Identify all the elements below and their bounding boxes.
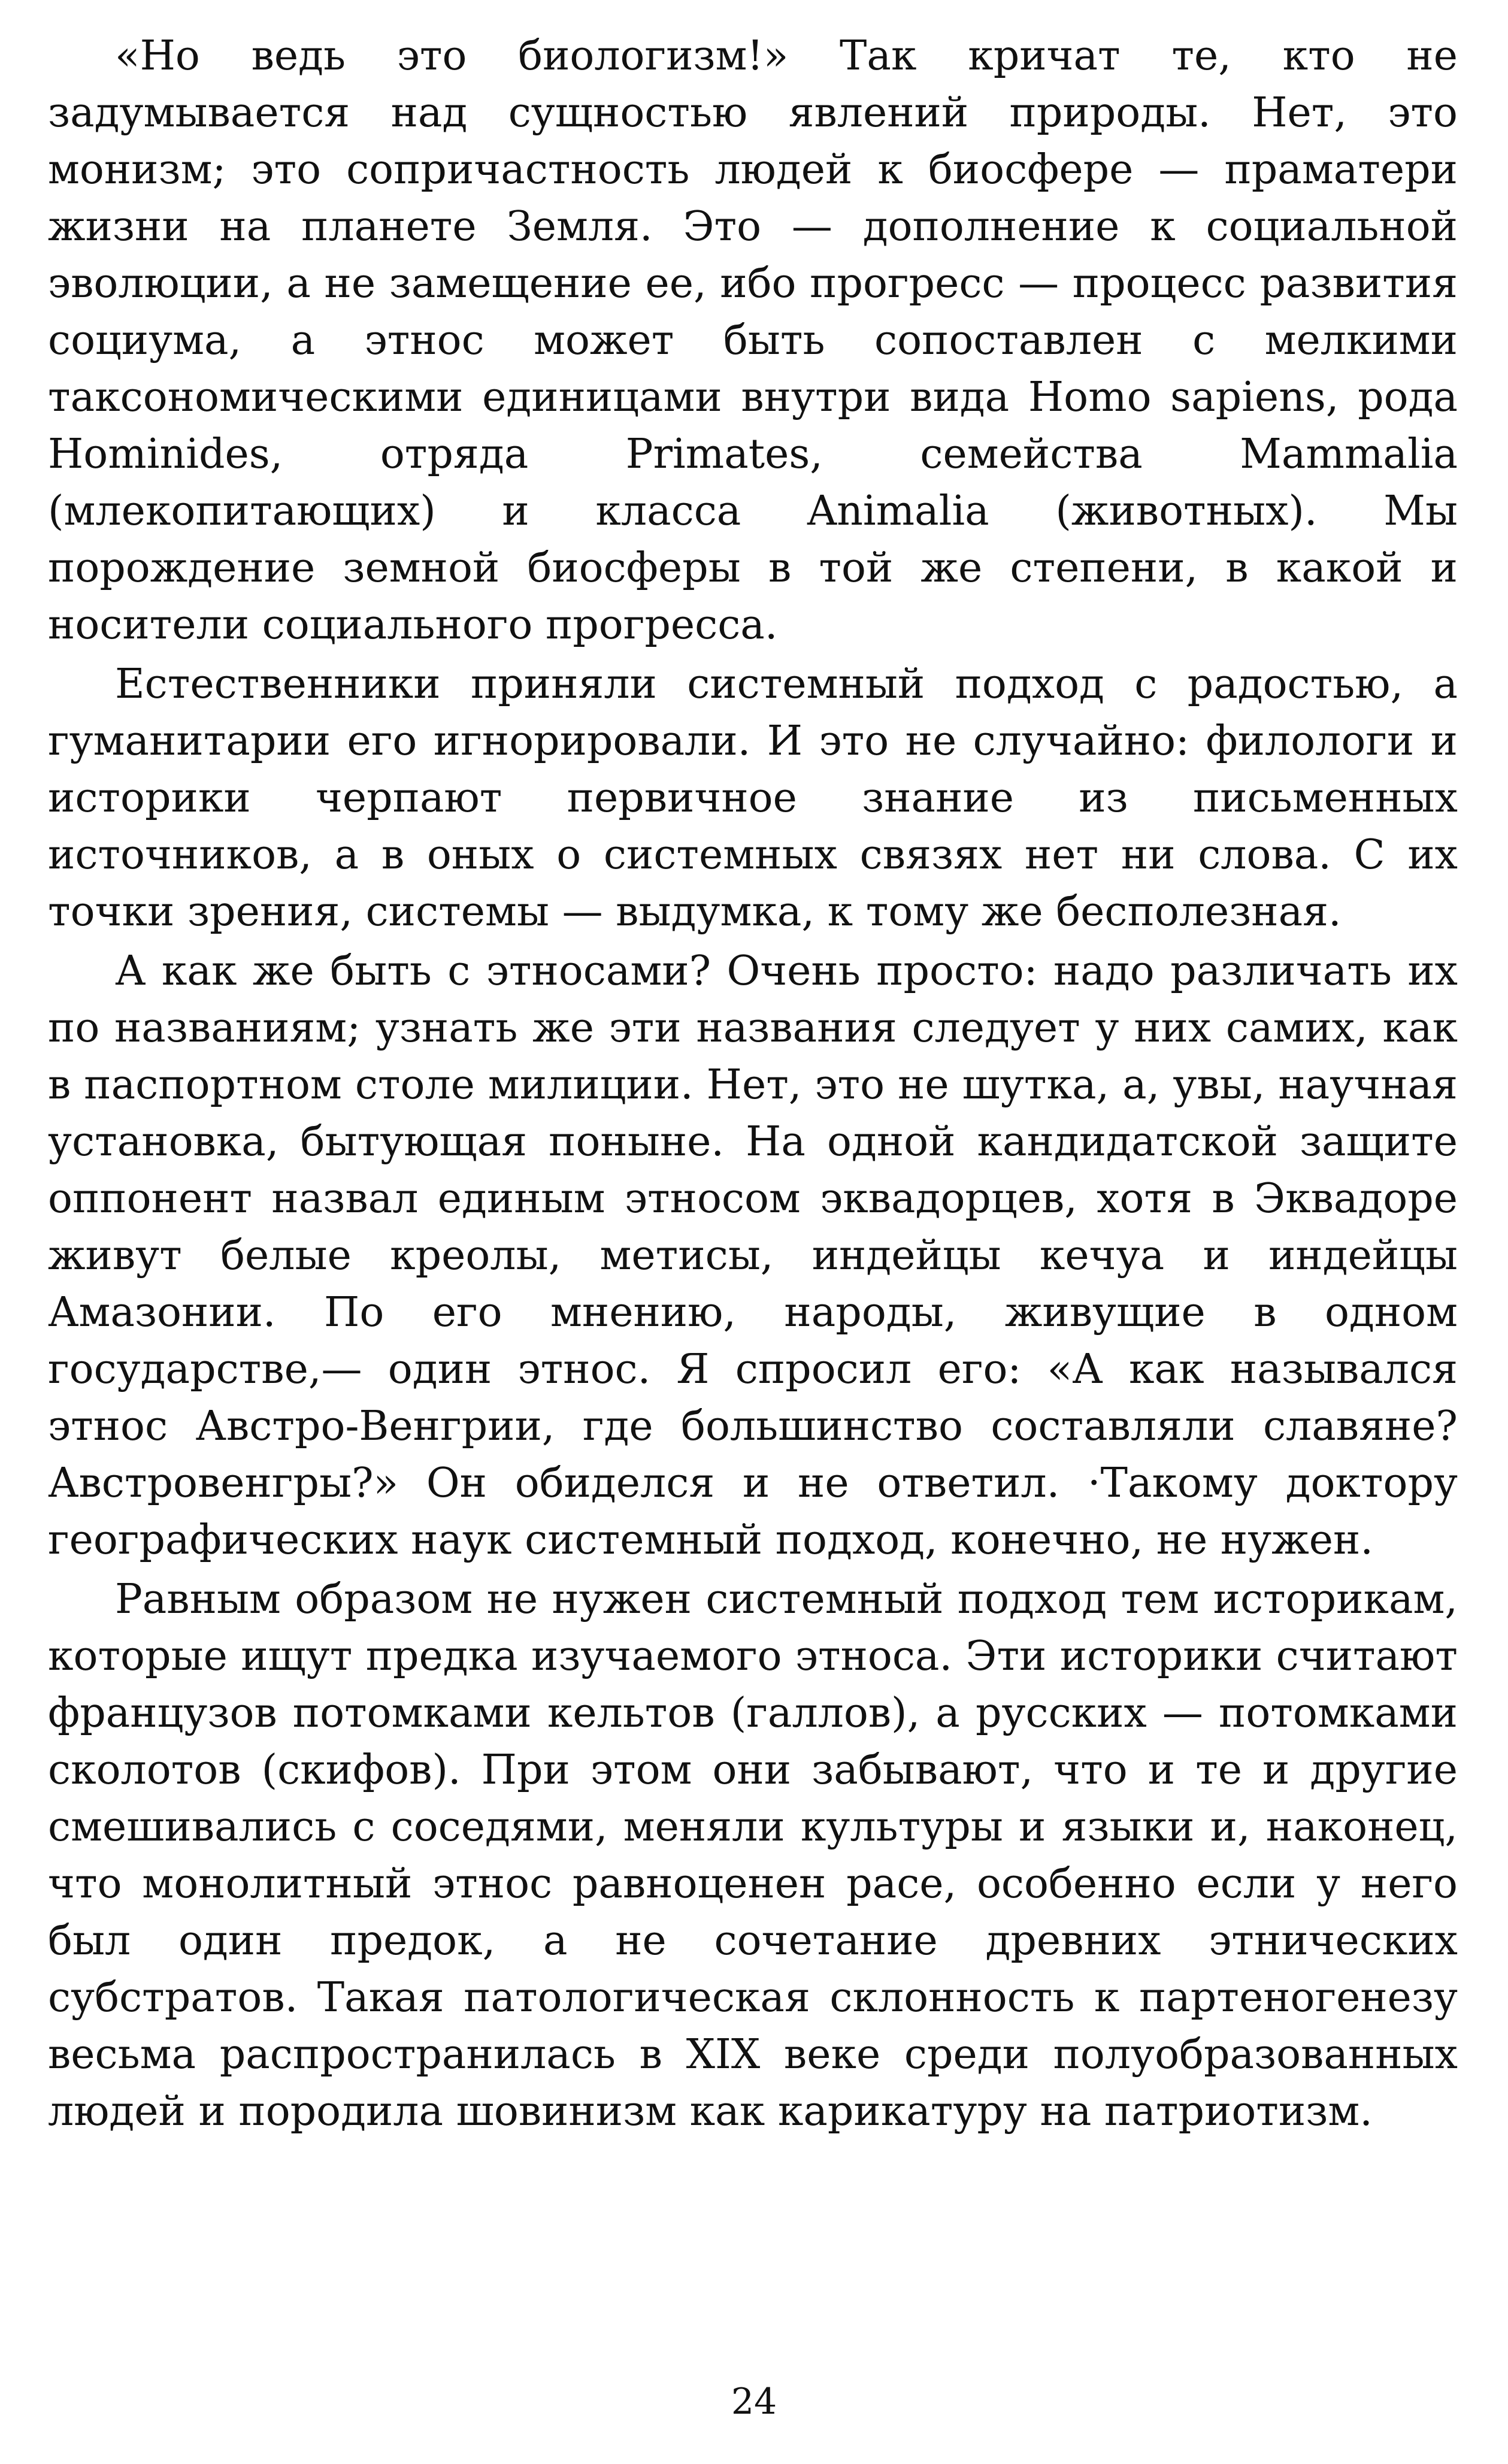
paragraph-systems-approach: Естественники приняли системный подход с радостью, а гуманитарии его игнорировали. И это не случайно: филологи и историки черпают первичное знание из письменных источников, а в оных о системных связях нет ни слова. С их точки зрения, системы — выдумка, к тому же бесполезная. [48,661,1458,936]
paragraph-ethnos-names: А как же быть с этносами? Очень просто: надо различать их по названиям; узнать же эти названия следует у них самих, как в паспортном столе милиции. Нет, это не шутка, а, увы, научная установка, бытующая поныне. На одной кандидатской защите оппонент назвал единым этносом эквадорцев, хотя в Эквадоре живут белые креолы, метисы, индейцы кечуа и индейцы Амазонии. По его мнению, народы, живущие в одном государстве,— один этнос. Я спросил его: «А как назывался этнос Австро-Венгрии, где большинство составляли славяне? Австровенгры?» Он обиделся и не ответил. ·Такому доктору географических наук системный подход, конечно, не нужен. [48,948,1458,1564]
paragraph-biologism: «Но ведь это биологизм!» Так кричат те, кто не задумывается над сущностью явлений природы. Нет, это монизм; это сопричастность людей к биосфере — праматери жизни на планете Земля. Это — дополнение к социальной эволюции, а не замещение ее, ибо прогресс — процесс развития социума, а этнос может быть сопоставлен с мелкими таксономическими единицами внутри вида Homo sapiens, рода Hominides, отряда Primates, семейства Mammalia (млекопитающих) и класса Animalia (животных). Мы порождение земной биосферы в той же степени, в какой и носители социального прогресса. [48,32,1458,649]
page-body [48,28,1458,2140]
paragraph-ancestors: Равным образом не нужен системный подход тем историкам, которые ищут предка изучаемого этноса. Эти историки считают французов потомками кельтов (галлов), а русских — потомками сколотов (скифов). При этом они забывают, что и те и другие смешивались с соседями, меняли культуры и языки и, наконец, что монолитный этнос равноценен расе, особенно если у него был один предок, а не сочетание древних этнических субстратов. Такая патологическая склонность к партеногенезу весьма распространилась в XIX веке среди полуобразованных людей и породила шовинизм как карикатуру на патриотизм. [48,1576,1458,2135]
page-number: 24 [731,2381,777,2423]
